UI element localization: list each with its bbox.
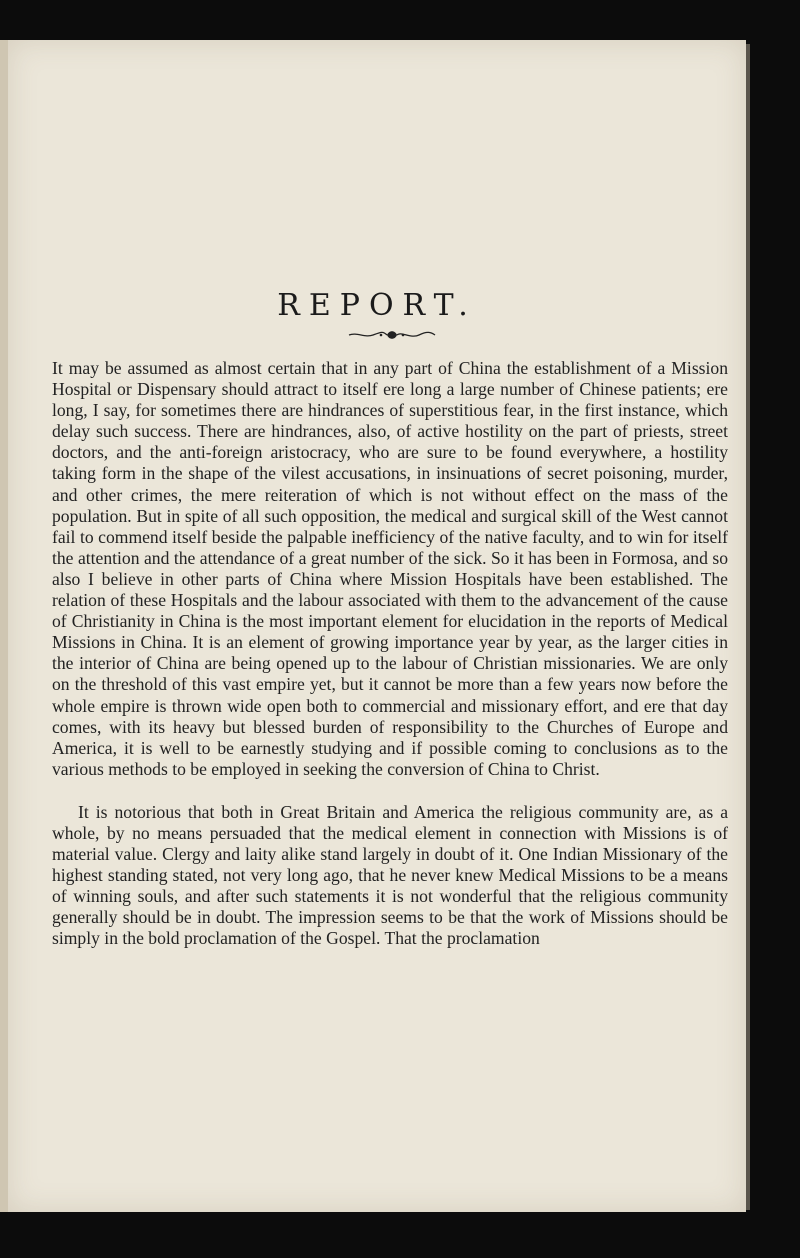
page-left-edge bbox=[0, 40, 8, 1212]
paragraph: It may be assumed as almost certain that in any part of China the establishment of a Mission Hospital or Dispensary should attract to itself ere long a large number of Chinese patients; ere long, I say, for sometimes there are hindrances of superstitious fear, in the first instance, which delay such success. There are hindrances, also, of active hostility on the part of priests, street doctors, and the anti-foreign aristocracy, who are sure to be found everywhere, a hostility taking form in the shape of the vilest accusations, in insinuations of secret poisoning, murder, and other crimes, the mere reiteration of which is not without effect on the mass of the population. But in spite of all such opposition, the medical and surgical skill of the West cannot fail to commend itself beside the palpable inefficiency of the native faculty, and to win for itself the attention and the attendance of a great number of the sick. So it has been in Formosa, and so also I believe in other parts of China where Mission Hospitals have been established. The relation of these Hospitals and the labour associated with them to the advancement of the cause of Christianity in China is the most important element for elucidation in the reports of Medical Missions in China. It is an element of growing importance year by year, as the larger cities in the interior of China are being opened up to the labour of Christian missionaries. We are only on the threshold of this vast empire yet, but it cannot be more than a few years now before the whole empire is thrown wide open both to commercial and missionary effort, and ere that day comes, with its heavy but blessed burden of responsibility to the Churches of Europe and America, it is well to be earnestly studying and if possible coming to conclusions as to the various methods to be employed in seeking the conversion of China to Christ. bbox=[52, 358, 728, 779]
page-right-edge bbox=[746, 44, 750, 1210]
paragraph: It is notorious that both in Great Britain and America the religious community are, as a whole, by no means persuaded that the medical element in connection with Missions is of material value. Clergy and laity alike stand largely in doubt of it. One Indian Missionary of the highest standing stated, not very long ago, that he never knew Medical Missions to be a means of winning souls, and after such statements it is not wonderful that the religious community generally should be in doubt. The impression seems to be that the work of Missions should be simply in the bold proclamation of the Gospel. That the proclamation bbox=[52, 801, 728, 949]
report-heading: REPORT. bbox=[277, 288, 477, 323]
ornament-divider bbox=[347, 329, 437, 341]
document-page bbox=[8, 40, 746, 1212]
report-body bbox=[52, 358, 728, 950]
